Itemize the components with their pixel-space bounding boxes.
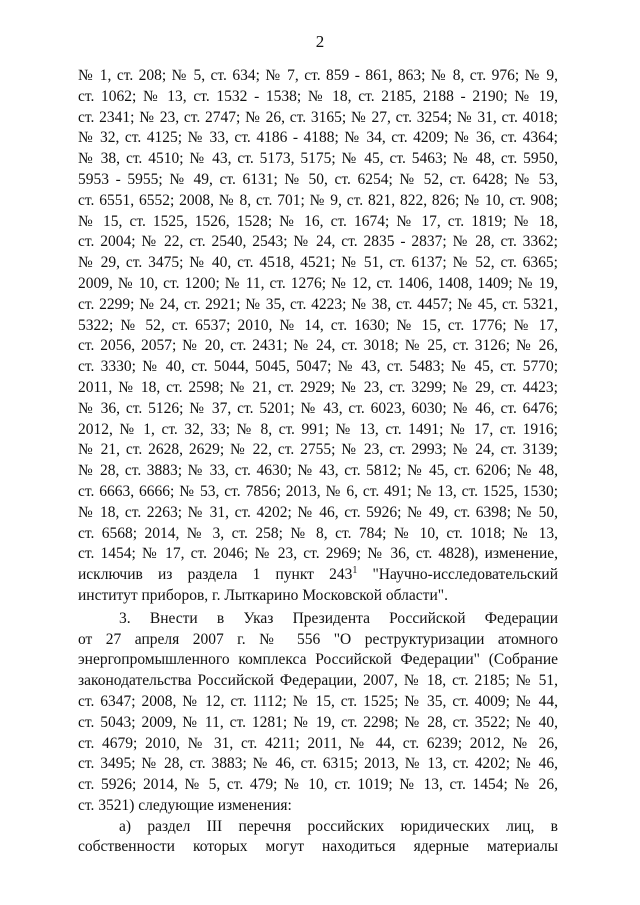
text-line: № 1, ст. 208; № 5, ст. 634; № 7, ст. 859 - 861, 863; № 8, ст. 976; № 9,: [78, 67, 558, 84]
text-line: ст. 6568; 2014, № 3, ст. 258; № 8, ст. 784; № 10, ст. 1018; № 13,: [78, 524, 558, 542]
text-line: 2011, № 18, ст. 2598; № 21, ст. 2929; № 23, ст. 3299; № 29, ст. 4423;: [78, 378, 558, 396]
text-line: ст. 5926; 2014, № 5, ст. 479; № 10, ст. 1019; № 13, ст. 1454; № 26,: [78, 776, 558, 794]
text-line: № 15, ст. 1525, 1526, 1528; № 16, ст. 1674; № 17, ст. 1819; № 18,: [78, 212, 558, 230]
text-line: ст. 2341; № 23, ст. 2747; № 26, ст. 3165; № 27, ст. 3254; № 31, ст. 4018;: [78, 108, 558, 126]
text-line: ст. 6347; 2008, № 12, ст. 1112; № 15, ст. 1525; № 35, ст. 4009; № 44,: [78, 692, 558, 710]
text-line: № 28, ст. 3883; № 33, ст. 4630; № 43, ст. 5812; № 45, ст. 6206; № 48,: [78, 462, 558, 480]
text-line: ст. 6551, 6552; 2008, № 8, ст. 701; № 9, ст. 821, 822, 826; № 10, ст. 908;: [78, 191, 558, 209]
text-line-with-footnote: [78, 565, 558, 586]
text-line: № 32, ст. 4125; № 33, ст. 4186 - 4188; № 34, ст. 4209; № 36, ст. 4364;: [78, 129, 558, 147]
text-line: № 36, ст. 5126; № 37, ст. 5201; № 43, ст. 6023, 6030; № 46, ст. 6476;: [78, 399, 558, 417]
text-line: ст. 2004; № 22, ст. 2540, 2543; № 24, ст. 2835 - 2837; № 28, ст. 3362;: [78, 233, 558, 251]
text-line: собственности которых могут находиться ядерные материалы: [78, 838, 558, 856]
document-body: [78, 66, 558, 858]
text-line: ст. 4679; 2010, № 31, ст. 4211; 2011, № 44, ст. 6239; 2012, № 26,: [78, 734, 558, 752]
text-line: институт приборов, г. Лыткарино Московской области".: [78, 586, 448, 604]
text-line: ст. 6663, 6666; № 53, ст. 7856; 2013, № 6, ст. 491; № 13, ст. 1525, 1530;: [78, 482, 558, 500]
paragraph-first-line: а) раздел III перечня российских юридических лиц, в: [119, 817, 558, 835]
text-line: ст. 2056, 2057; № 20, ст. 2431; № 24, ст. 3018; № 25, ст. 3126; № 26,: [78, 337, 558, 355]
text-line: № 29, ст. 3475; № 40, ст. 4518, 4521; № 51, ст. 6137; № 52, ст. 6365;: [78, 254, 558, 272]
text-line: 5322; № 52, ст. 6537; 2010, № 14, ст. 1630; № 15, ст. 1776; № 17,: [78, 316, 558, 334]
text-segment: исключив из раздела 1 пункт 243: [78, 566, 353, 584]
page-number: 2: [315, 32, 325, 51]
text-line: ст. 3495; № 28, ст. 3883; № 46, ст. 6315; 2013, № 13, ст. 4202; № 46,: [78, 755, 558, 773]
text-line: 2012, № 1, ст. 32, 33; № 8, ст. 991; № 13, ст. 1491; № 17, ст. 1916;: [78, 420, 558, 438]
text-line: энергопромышленного комплекса Российской Федерации" (Собрание: [78, 651, 558, 669]
text-line: 5953 - 5955; № 49, ст. 6131; № 50, ст. 6254; № 52, ст. 6428; № 53,: [78, 170, 558, 188]
text-line: 2009, № 10, ст. 1200; № 11, ст. 1276; № 12, ст. 1406, 1408, 1409; № 19,: [78, 274, 558, 292]
paragraph-first-line: 3. Внести в Указ Президента Российской Федерации: [119, 609, 558, 627]
text-line: от 27 апреля 2007 г. № 556 "О реструктуризации атомного: [78, 630, 558, 648]
text-line: № 38, ст. 4510; № 43, ст. 5173, 5175; № 45, ст. 5463; № 48, ст. 5950,: [78, 150, 558, 168]
text-line: ст. 5043; 2009, № 11, ст. 1281; № 19, ст. 2298; № 28, ст. 3522; № 40,: [78, 713, 558, 731]
footnote-marker: 1: [352, 565, 358, 577]
text-line: ст. 3521) следующие изменения:: [78, 796, 292, 814]
text-line: ст. 2299; № 24, ст. 2921; № 35, ст. 4223; № 38, ст. 4457; № 45, ст. 5321,: [78, 295, 558, 313]
text-line: ст. 3330; № 40, ст. 5044, 5045, 5047; № 43, ст. 5483; № 45, ст. 5770;: [78, 358, 558, 376]
text-line: законодательства Российской Федерации, 2007, № 18, ст. 2185; № 51,: [78, 672, 558, 690]
text-segment: "Научно-исследовательский: [357, 566, 558, 584]
text-line: № 21, ст. 2628, 2629; № 22, ст. 2755; № 23, ст. 2993; № 24, ст. 3139;: [78, 441, 558, 459]
text-line: № 18, ст. 2263; № 31, ст. 4202; № 46, ст. 5926; № 49, ст. 6398; № 50,: [78, 503, 558, 521]
text-line: ст. 1062; № 13, ст. 1532 - 1538; № 18, ст. 2185, 2188 - 2190; № 19,: [78, 87, 558, 105]
text-line: ст. 1454; № 17, ст. 2046; № 23, ст. 2969; № 36, ст. 4828), изменение,: [78, 545, 558, 563]
